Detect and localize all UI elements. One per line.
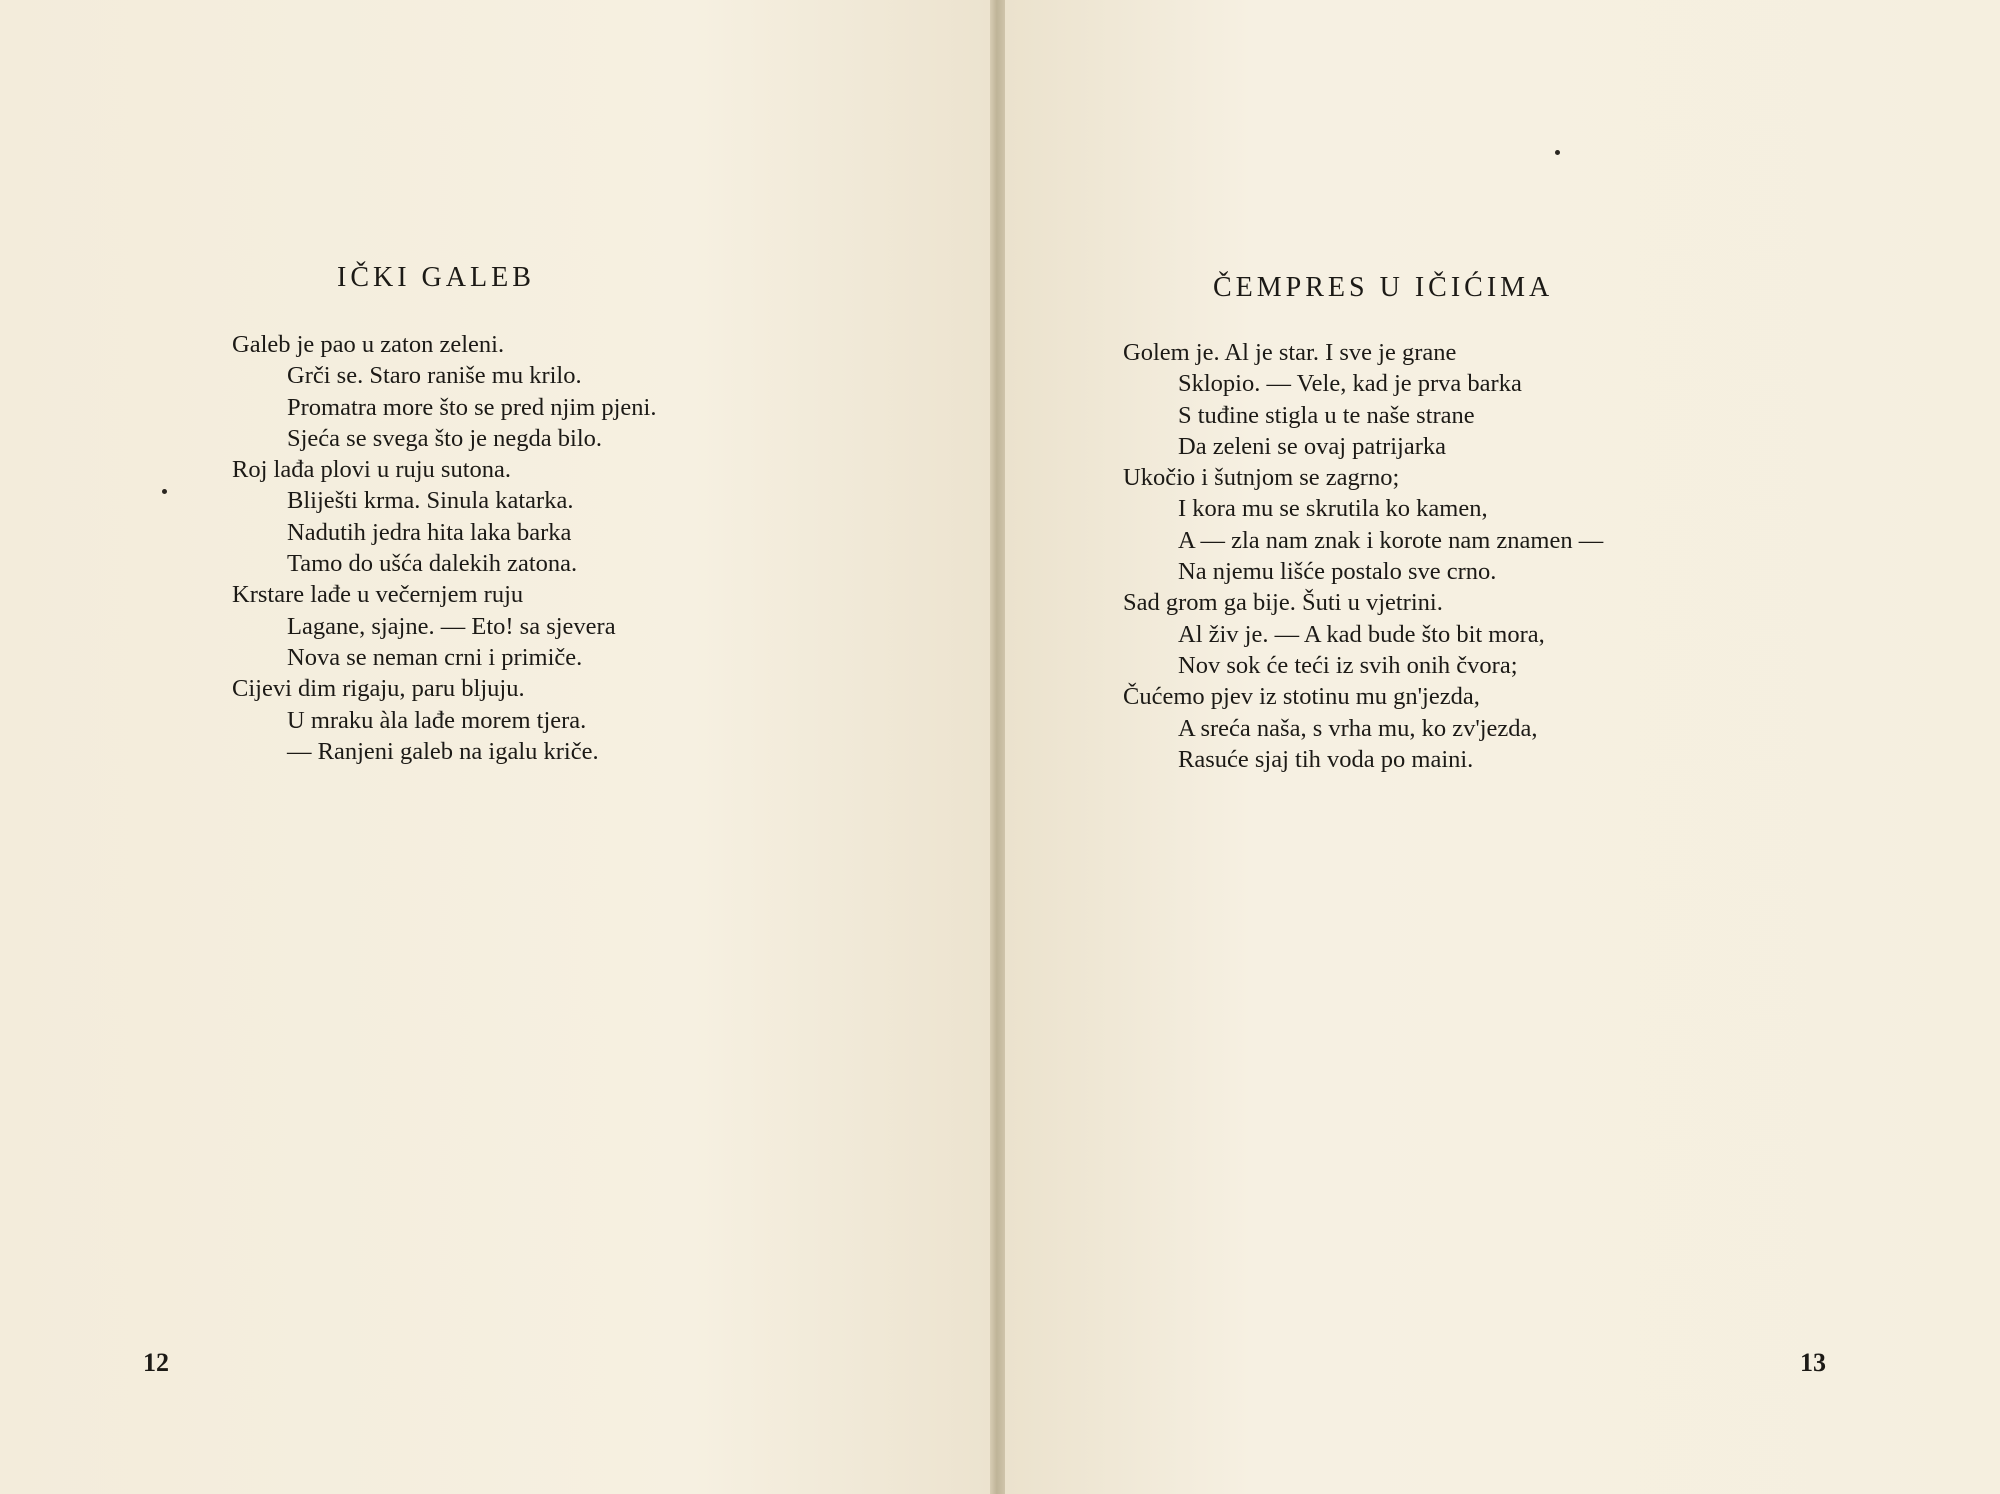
poem-title-left: IČKI GALEB: [337, 262, 535, 293]
verse-line: — Ranjeni galeb na igalu kriče.: [287, 737, 599, 765]
print-speck: [1555, 150, 1560, 155]
verse-line: A sreća naša, s vrha mu, ko zv'jezda,: [1178, 714, 1538, 742]
verse-line: Galeb je pao u zaton zeleni.: [232, 331, 505, 358]
verse-line: I kora mu se skrutila ko kamen,: [1178, 495, 1488, 523]
verse-line: Golem je. Al je star. I sve je grane: [1123, 339, 1457, 366]
verse-line: Da zeleni se ovaj patrijarka: [1178, 432, 1447, 460]
verse-line: Krstare lađe u večernjem ruju: [232, 581, 524, 609]
poem-left: [232, 329, 656, 767]
verse-line: Grči se. Staro raniše mu krilo.: [287, 362, 582, 390]
verse-line: Lagane, sjajne. — Eto! sa sjevera: [287, 612, 616, 640]
poem-title-right: ČEMPRES U IČIĆIMA: [1213, 272, 1554, 303]
verse-line: Ukočio i šutnjom se zagrno;: [1123, 464, 1400, 492]
verse-line: Nov sok će teći iz svih onih čvora;: [1178, 651, 1518, 679]
page-number-left: 12: [143, 1348, 169, 1377]
verse-line: S tuđine stigla u te naše strane: [1178, 401, 1475, 429]
page-number-right: 13: [1800, 1348, 1826, 1377]
verse-line: Čućemo pjev iz stotinu mu gn'jezda,: [1123, 683, 1480, 711]
poem-right: [1123, 337, 1603, 775]
verse-line: Tamo do ušća dalekih zatona.: [287, 550, 578, 578]
verse-line: Promatra more što se pred njim pjeni.: [287, 393, 657, 421]
verse-line: Sklopio. — Vele, kad je prva barka: [1178, 370, 1522, 398]
verse-line: Cijevi dim rigaju, paru bljuju.: [232, 675, 525, 703]
verse-line: Nova se neman crni i primiče.: [287, 643, 583, 671]
verse-line: Rasuće sjaj tih voda po maini.: [1178, 745, 1474, 773]
verse-line: Sjeća se svega što je negda bilo.: [287, 424, 603, 452]
verse-line: Na njemu lišće postalo sve crno.: [1178, 558, 1497, 586]
verse-line: A — zla nam znak i korote nam znamen —: [1178, 526, 1604, 554]
book-gutter: [990, 0, 1005, 1494]
verse-line: Al živ je. — A kad bude što bit mora,: [1178, 620, 1545, 648]
left-page: [0, 0, 990, 1494]
verse-line: Roj lađa plovi u ruju sutona.: [232, 456, 511, 484]
verse-line: Sad grom ga bije. Šuti u vjetrini.: [1123, 589, 1443, 617]
verse-line: U mraku àla lađe morem tjera.: [287, 706, 587, 734]
verse-line: Nadutih jedra hita laka barka: [287, 518, 572, 546]
print-speck: [162, 489, 167, 494]
verse-line: Bliješti krma. Sinula katarka.: [287, 487, 574, 515]
right-page: [1005, 0, 2000, 1494]
